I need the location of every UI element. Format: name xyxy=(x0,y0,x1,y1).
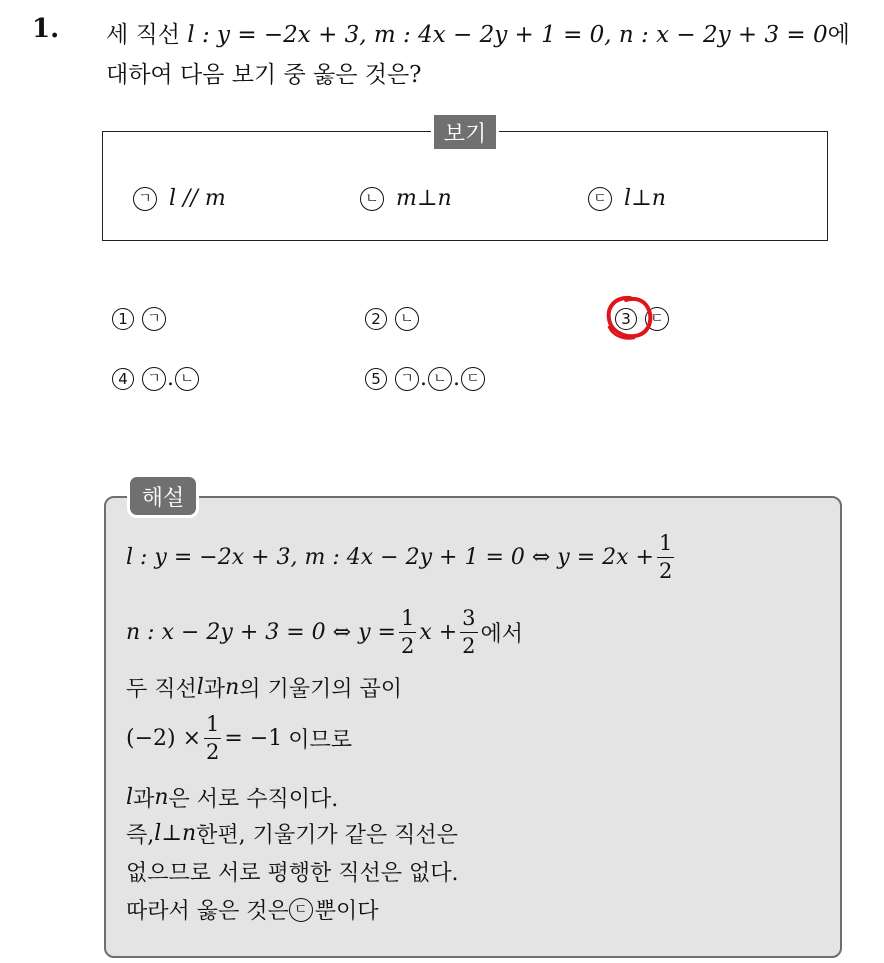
solution-line-5 xyxy=(126,782,338,813)
marker-nieun: ㄴ xyxy=(360,187,384,211)
solution-text: 에서 xyxy=(480,622,524,647)
solution-text: 이므로 xyxy=(288,728,353,753)
choice-number: 1 xyxy=(112,308,134,330)
choice-5[interactable]: 5 ㄱ . ㄴ . ㄷ xyxy=(365,366,497,391)
line-n: n xyxy=(154,785,169,810)
solution-text: 없으므로 서로 평행한 직선은 없다. xyxy=(126,861,459,886)
choice-number: 3 xyxy=(615,308,637,330)
solution-equation: x + xyxy=(419,620,458,645)
solution-text: 따라서 옳은 것은 xyxy=(126,899,289,924)
solution-text: 두 직선 xyxy=(126,677,197,702)
bogi-item-text: m⊥n xyxy=(396,186,452,211)
fraction: $\frac{1}{2}$ xyxy=(400,606,415,658)
bogi-item-text: l // m xyxy=(169,186,226,211)
question-number: 1. xyxy=(32,14,60,44)
solution-label: 해설 xyxy=(127,474,199,518)
marker-giyeok: ㄱ xyxy=(133,187,157,211)
bogi-item-giyeok xyxy=(133,186,226,211)
bogi-item-text: l⊥n xyxy=(624,186,666,211)
solution-equation: = −1 xyxy=(224,726,283,751)
solution-line-1 xyxy=(126,533,677,582)
question-intro: 세 직선 xyxy=(106,22,188,48)
marker-nieun: ㄴ xyxy=(395,307,419,331)
answer-check-mark xyxy=(604,294,656,342)
marker-nieun: ㄴ xyxy=(175,367,199,391)
choice-4[interactable]: 4 ㄱ . ㄴ xyxy=(112,366,211,391)
marker-nieun: ㄴ xyxy=(428,367,452,391)
line-n: n xyxy=(225,675,240,700)
solution-equation: l⊥n xyxy=(154,821,197,846)
marker-giyeok: ㄱ xyxy=(142,367,166,391)
solution-text: 뿐이다 xyxy=(314,899,379,924)
choice-1[interactable] xyxy=(112,306,178,331)
question-line-2: 대하여 다음 보기 중 옳은 것은? xyxy=(106,62,422,88)
solution-line-6 xyxy=(126,818,458,849)
solution-text: 의 기울기의 곱이 xyxy=(239,677,402,702)
question-suffix: 에 xyxy=(827,22,850,48)
solution-text: 은 서로 수직이다. xyxy=(168,787,339,812)
solution-line-2 xyxy=(126,608,523,657)
line-l: l xyxy=(196,675,204,700)
line-l: l xyxy=(126,785,134,810)
question-equations: l : y = −2x + 3, m : 4x − 2y + 1 = 0, n : x − 2y + 3 = 0 xyxy=(187,22,828,48)
solution-line-7 xyxy=(126,856,459,887)
solution-text: 즉, xyxy=(126,823,155,848)
marker-giyeok: ㄱ xyxy=(395,367,419,391)
choice-number: 4 xyxy=(112,368,134,390)
solution-line-3 xyxy=(126,672,402,703)
solution-text: 한편, 기울기가 같은 직선은 xyxy=(196,823,458,848)
choice-2[interactable] xyxy=(365,306,431,331)
marker-digeut: ㄷ xyxy=(461,367,485,391)
bogi-item-nieun xyxy=(360,186,452,211)
marker-digeut: ㄷ xyxy=(645,307,669,331)
solution-line-8 xyxy=(126,894,379,925)
solution-line-4 xyxy=(126,714,352,763)
fraction: $\frac{1}{2}$ xyxy=(206,712,220,764)
bogi-item-digeut xyxy=(588,186,666,211)
bogi-label: 보기 xyxy=(431,112,499,152)
marker-digeut: ㄷ xyxy=(588,187,612,211)
marker-digeut: ㄷ xyxy=(289,898,313,922)
choice-number: 5 xyxy=(365,368,387,390)
solution-equation: l : y = −2x + 3, m : 4x − 2y + 1 = 0 ⇔ y = 2x + xyxy=(126,545,654,570)
fraction: $\frac{1}{2}$ xyxy=(658,531,673,583)
solution-equation: (−2) × xyxy=(126,726,202,751)
solution-text: 과 xyxy=(133,787,155,812)
fraction: $\frac{3}{2}$ xyxy=(462,606,476,658)
choice-number: 2 xyxy=(365,308,387,330)
marker-giyeok: ㄱ xyxy=(142,307,166,331)
solution-equation: n : x − 2y + 3 = 0 ⇔ y = xyxy=(126,620,396,645)
solution-text: 과 xyxy=(203,677,226,702)
question-line-1 xyxy=(106,16,850,49)
